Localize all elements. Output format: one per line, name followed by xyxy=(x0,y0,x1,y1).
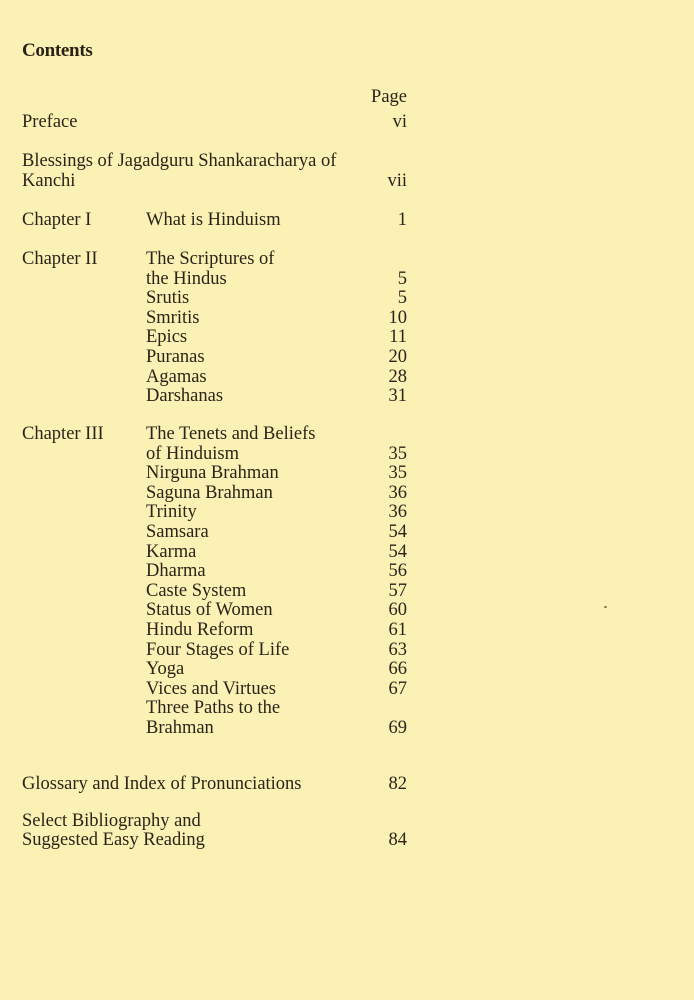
chapter-2-item-page: 28 xyxy=(388,366,407,387)
entry-bibliography-title-line1: Select Bibliography and xyxy=(22,811,201,831)
chapter-2-label: Chapter II xyxy=(22,249,98,269)
chapter-3-item-title: Dharma xyxy=(146,561,206,582)
entry-glossary-page: 82 xyxy=(388,774,407,794)
chapter-3-item-page: 63 xyxy=(388,639,407,660)
chapter-3-item-title: Trinity xyxy=(146,502,197,523)
chapter-2-item-title: Epics xyxy=(146,327,188,348)
chapter-3-item-title: Four Stages of Life xyxy=(146,639,290,660)
chapter-3-title-line2: of Hinduism xyxy=(146,443,240,464)
chapter-2-item-page: 11 xyxy=(389,327,407,348)
chapter-2-title-line2: the Hindus xyxy=(146,268,227,289)
chapter-3-item-page: 67 xyxy=(388,678,407,699)
entry-blessings-title-line2: Kanchi xyxy=(22,171,76,191)
chapter-3-item-page: 57 xyxy=(388,580,407,601)
chapter-3-item-title: Nirguna Brahman xyxy=(146,463,279,484)
chapter-3-item-page: 61 xyxy=(388,620,407,640)
chapter-3-item-page: 35 xyxy=(388,463,407,484)
chapter-3-item-page: 54 xyxy=(388,522,407,542)
chapter-2-item-title: Puranas xyxy=(146,347,205,367)
chapter-2-item-page: 20 xyxy=(388,347,407,367)
chapter-1-title: What is Hinduism xyxy=(146,210,281,230)
chapter-3-label: Chapter III xyxy=(22,424,104,444)
entry-blessings-page: vii xyxy=(387,171,407,191)
chapter-3-title-line1: The Tenets and Beliefs xyxy=(146,424,316,444)
chapter-3-last-title-line2: Brahman xyxy=(146,718,214,738)
chapter-3-item-title: Vices and Virtues xyxy=(146,678,276,699)
chapter-2-item-title: Agamas xyxy=(146,366,207,387)
entry-glossary-title: Glossary and Index of Pronunciations xyxy=(22,774,302,794)
chapter-3-page: 35 xyxy=(388,443,407,464)
chapter-2-item-title: Smritis xyxy=(146,307,200,328)
chapter-3-item-page: 36 xyxy=(388,482,407,503)
chapter-3-item-title: Karma xyxy=(146,541,197,562)
chapter-3-last-page: 69 xyxy=(388,718,407,738)
chapter-2-page: 5 xyxy=(397,268,407,289)
chapter-2-item-title: Darshanas xyxy=(146,386,224,407)
contents-heading: Contents xyxy=(22,40,93,61)
entry-preface-page: vi xyxy=(392,112,407,132)
chapter-3-item-page: 36 xyxy=(388,502,407,523)
entry-bibliography-title-line2: Suggested Easy Reading xyxy=(22,830,205,850)
chapter-3-item-title: Hindu Reform xyxy=(146,620,254,640)
chapter-3-item-title: Yoga xyxy=(146,659,185,680)
entry-blessings-title-line1: Blessings of Jagadguru Shankaracharya of xyxy=(22,151,337,171)
chapter-3-item-page: 56 xyxy=(388,561,407,582)
chapter-3-item-title: Caste System xyxy=(146,580,247,601)
chapter-2-title-line1: The Scriptures of xyxy=(146,249,275,269)
chapter-3-item-page: 66 xyxy=(388,659,407,680)
paper-speck xyxy=(604,606,607,608)
chapter-1-page: 1 xyxy=(397,210,407,230)
chapter-3-item-title: Saguna Brahman xyxy=(146,482,273,503)
chapter-2-item-page: 31 xyxy=(388,386,407,407)
chapter-3-item-page: 60 xyxy=(388,600,407,621)
chapter-3-item-title: Status of Women xyxy=(146,600,273,621)
entry-bibliography-page: 84 xyxy=(388,830,407,850)
chapter-3-last-title-line1: Three Paths to the xyxy=(146,698,281,719)
chapter-3-item-title: Samsara xyxy=(146,522,209,542)
chapter-2-item-page: 10 xyxy=(388,307,407,328)
chapter-2-item-title: Srutis xyxy=(146,288,190,309)
page-column-label: Page xyxy=(371,87,407,107)
chapter-3-item-page: 54 xyxy=(388,541,407,562)
chapter-2-item-page: 5 xyxy=(397,288,407,309)
chapter-1-label: Chapter I xyxy=(22,210,92,230)
entry-preface-title: Preface xyxy=(22,112,78,132)
